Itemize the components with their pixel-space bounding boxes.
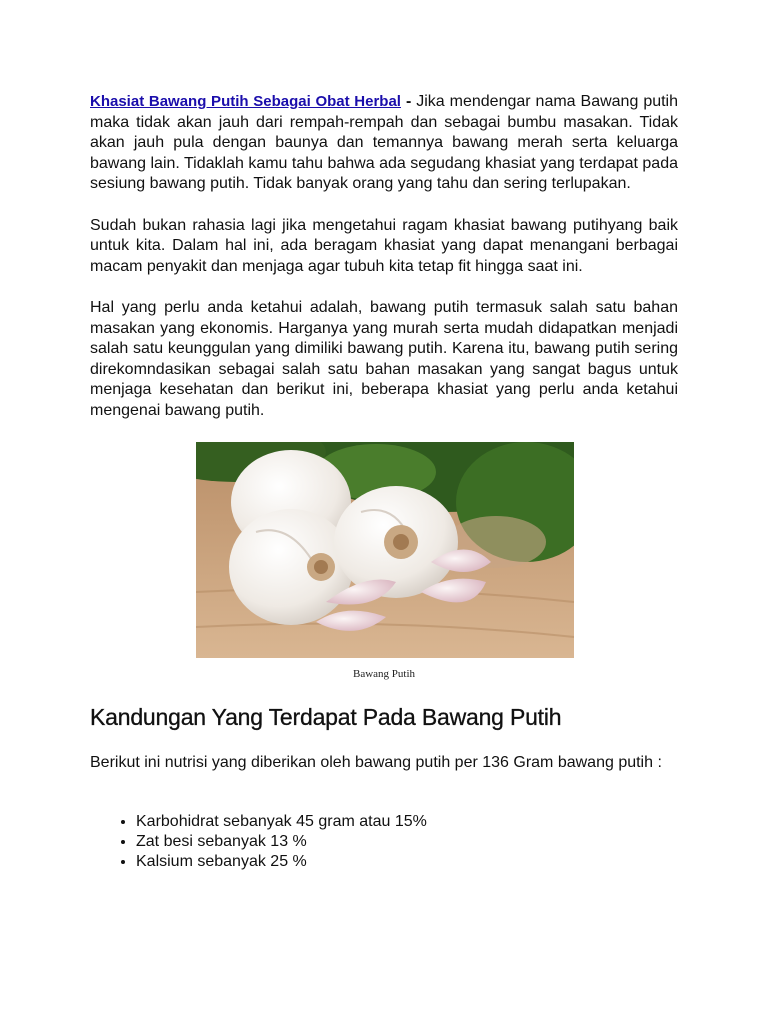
garlic-figure (90, 442, 678, 680)
title-dash: - (400, 93, 417, 110)
document-body (90, 92, 678, 872)
article-title-link[interactable]: Khasiat Bawang Putih Sebagai Obat Herbal (90, 93, 401, 110)
paragraph-2: Sudah bukan rahasia lagi jika mengetahui ragam khasiat bawang putihyang baik untuk kita. Dalam hal ini, ada beragam khasiat yang dapat menangani berbagai macam penyakit dan menjaga agar tubuh kita tetap fit hingga saat ini. (90, 216, 678, 275)
list-item: • Zat besi sebanyak 13 % (136, 832, 678, 852)
section-heading: Kandungan Yang Terdapat Pada Bawang Putih (90, 704, 562, 730)
intro-text: Jika mendengar nama Bawang putih maka tidak akan jauh dari rempah-rempah dan sebagai bumbu masakan. Tidak akan jauh pula dengan baunya dan temannya bawang merah serta keluarga bawang lain. Tidaklah kamu tahu bahwa ada segudang khasiat yang terdapat pada sesiung bawang putih. Tidak banyak orang yang tahu dan sering terlupakan. (90, 93, 679, 192)
list-item: • Karbohidrat sebanyak 45 gram atau 15% (136, 812, 678, 832)
figure-caption: Bawang Putih (352, 668, 416, 680)
list-item: • Kalsium sebanyak 25 % (136, 852, 678, 872)
section-lead: Berikut ini nutrisi yang diberikan oleh bawang putih per 136 Gram bawang putih : (90, 754, 662, 771)
paragraph-3: Hal yang perlu anda ketahui adalah, bawang putih termasuk salah satu bahan masakan yang ekonomis. Harganya yang murah serta mudah didapatkan menjadi salah satu keunggulan yang dimiliki bawang putih. Karena itu, bawang putih sering direkomndasikan sebagai salah satu bahan masakan yang sangat bagus untuk menjaga kesehatan dan berikut ini, beberapa khasiat yang perlu anda ketahui mengenai bawang putih. (90, 299, 678, 419)
garlic-photo (196, 442, 574, 658)
nutrient-list (90, 812, 678, 872)
intro-paragraph (90, 92, 678, 195)
